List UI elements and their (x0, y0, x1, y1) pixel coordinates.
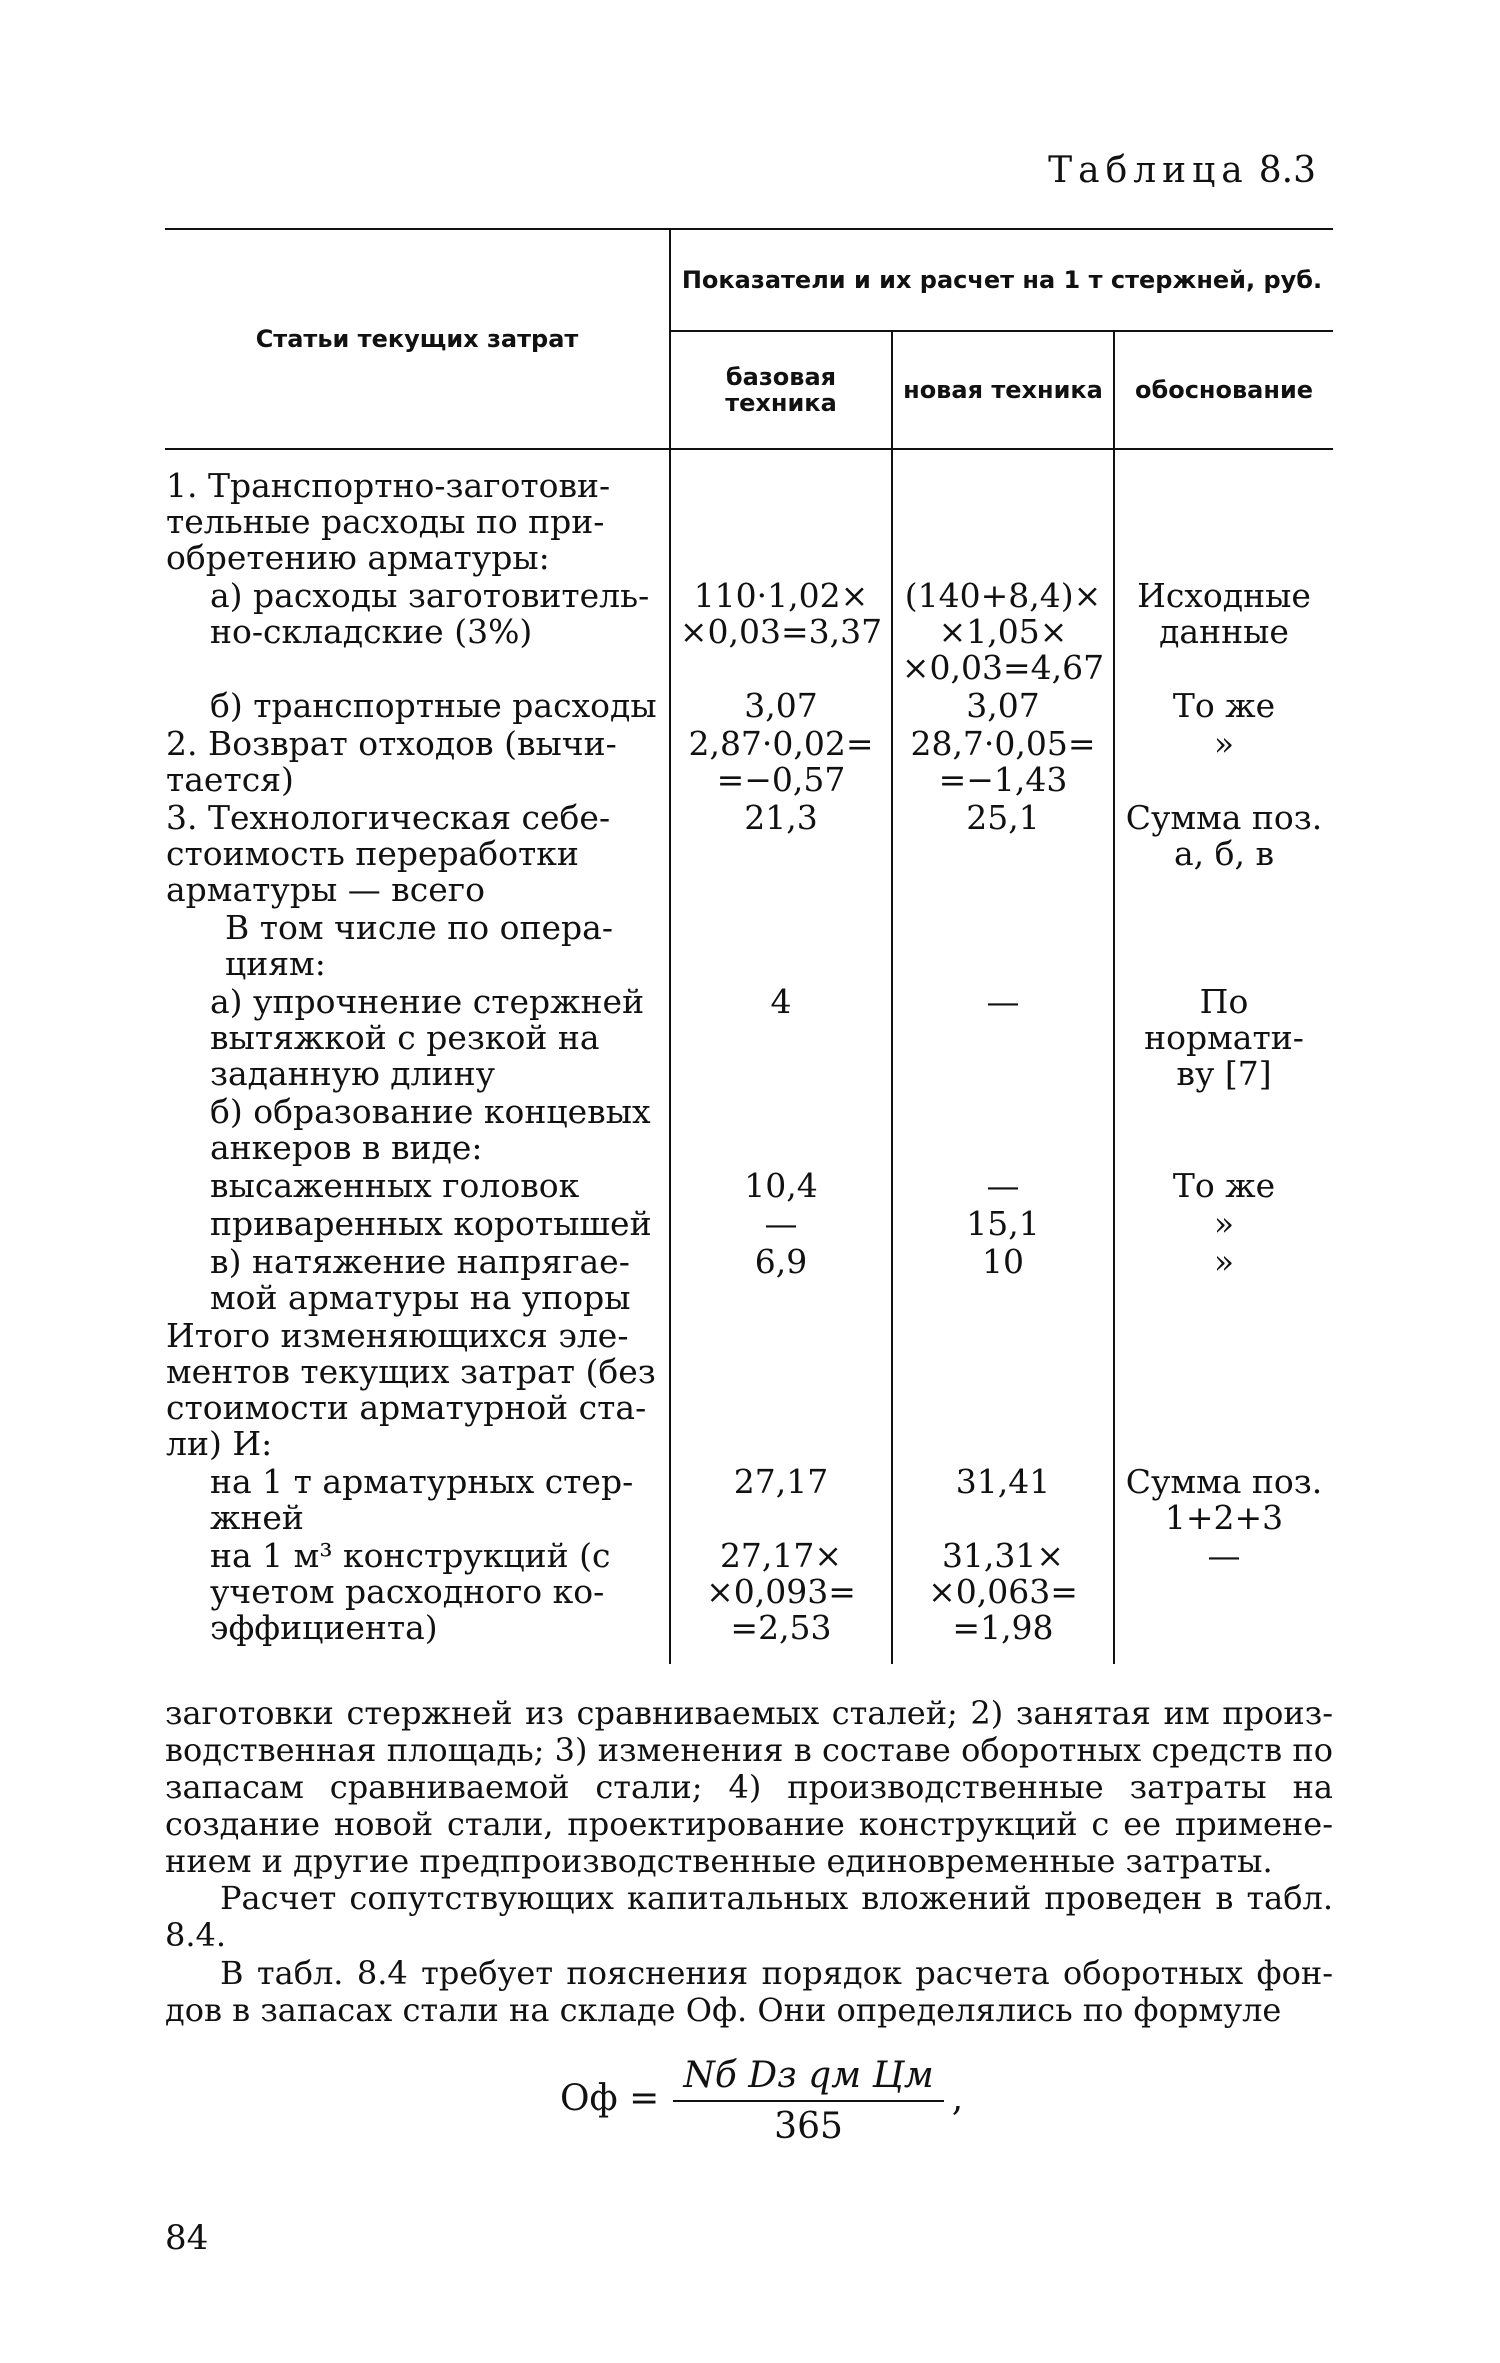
row-justification (1114, 1317, 1333, 1463)
header-cost-items: Статьи текущих затрат (165, 229, 670, 449)
table-row (165, 983, 1333, 1093)
row-label: В том числе по операциям: (225, 908, 613, 983)
table-row (165, 1167, 1333, 1205)
table-caption (1048, 150, 1316, 191)
page-number: 84 (165, 2218, 209, 2258)
row-label: на 1 т арматурных стержней (210, 1462, 634, 1537)
row-label: высаженных головок (210, 1166, 580, 1205)
paragraph-3: В табл. 8.4 требует пояснения порядок расчета оборотных фондов в запасах стали на складе Оф. Они определялись по формуле (165, 1954, 1333, 2029)
row-base-value: 110·1,02× ×0,03=3,37 (670, 577, 892, 687)
table-row (165, 687, 1333, 725)
table-row (165, 1537, 1333, 1664)
row-new-value: 10 (892, 1243, 1114, 1317)
row-justification: » (1114, 725, 1333, 799)
row-label: а) расходы заготовительно-складские (3%) (210, 576, 650, 651)
row-new-value: 3,07 (892, 687, 1114, 725)
row-justification (1114, 449, 1333, 577)
row-new-value: 31,31× ×0,063= =1,98 (892, 1537, 1114, 1664)
table-row (165, 577, 1333, 687)
row-justification: То же (1114, 1167, 1333, 1205)
row-label: 2. Возврат отходов (вычитается) (166, 724, 617, 799)
row-base-value (670, 1093, 892, 1167)
row-new-value: 28,7·0,05= =−1,43 (892, 725, 1114, 799)
header-base-tech: базовая техника (670, 331, 892, 449)
table-row (165, 1093, 1333, 1167)
table-caption-number: 8.3 (1258, 150, 1316, 191)
row-justification (1114, 1093, 1333, 1167)
row-justification: Сумма поз. а, б, в (1114, 799, 1333, 909)
formula-lhs: Оф = (560, 2078, 660, 2119)
table-row (165, 1243, 1333, 1317)
row-label: в) натяжение напрягаемой арматуры на упоры (210, 1242, 631, 1317)
row-justification: » (1114, 1243, 1333, 1317)
row-justification: По нормати- ву [7] (1114, 983, 1333, 1093)
row-new-value (892, 1317, 1114, 1463)
row-new-value (892, 449, 1114, 577)
row-base-value: 27,17× ×0,093= =2,53 (670, 1537, 892, 1664)
table-caption-word: Таблица (1048, 150, 1249, 191)
row-base-value (670, 1317, 892, 1463)
formula-numerator: Nб Dз qм Цм (673, 2055, 943, 2102)
row-label: 3. Технологическая себестоимость переработки арматуры — всего (166, 798, 611, 909)
row-label: а) упрочнение стержней вытяжкой с резкой на заданную длину (210, 982, 645, 1093)
row-base-value: 3,07 (670, 687, 892, 725)
row-base-value: — (670, 1205, 892, 1243)
row-new-value: (140+8,4)× ×1,05× ×0,03=4,67 (892, 577, 1114, 687)
row-new-value: 31,41 (892, 1463, 1114, 1537)
row-label: Итого изменяющихся элементов текущих затрат (без стоимости арматурной стали) И: (166, 1316, 656, 1463)
row-justification: То же (1114, 687, 1333, 725)
table-row (165, 1317, 1333, 1463)
row-new-value (892, 909, 1114, 983)
row-justification (1114, 909, 1333, 983)
row-base-value: 10,4 (670, 1167, 892, 1205)
row-base-value: 4 (670, 983, 892, 1093)
table-row (165, 909, 1333, 983)
formula-trail: , (951, 2078, 964, 2119)
table-body (165, 449, 1333, 1664)
paragraph-2: Расчет сопутствующих капитальных вложений проведен в табл. 8.4. (165, 1879, 1333, 1954)
row-base-value: 2,87·0,02= =−0,57 (670, 725, 892, 799)
formula (560, 2055, 963, 2147)
row-new-value: — (892, 983, 1114, 1093)
table-row (165, 449, 1333, 577)
table-row (165, 725, 1333, 799)
row-justification: » (1114, 1205, 1333, 1243)
row-label: на 1 м³ конструкций (с учетом расходного коэффициента) (210, 1536, 611, 1647)
cost-table (165, 228, 1333, 1664)
row-new-value: 15,1 (892, 1205, 1114, 1243)
row-label: 1. Транспортно-заготовительные расходы по приобретению арматуры: (166, 466, 611, 577)
row-label: б) транспортные расходы (210, 686, 657, 725)
table-row (165, 1205, 1333, 1243)
row-base-value: 6,9 (670, 1243, 892, 1317)
row-new-value: 25,1 (892, 799, 1114, 909)
row-justification: Сумма поз. 1+2+3 (1114, 1463, 1333, 1537)
table-row (165, 1463, 1333, 1537)
row-base-value (670, 449, 892, 577)
row-base-value: 27,17 (670, 1463, 892, 1537)
row-label: б) образование концевых анкеров в виде: (210, 1092, 651, 1167)
table-row (165, 799, 1333, 909)
paragraph-1: заготовки стержней из сравниваемых сталей; 2) занятая им производственная площадь; 3) изменения в составе оборотных средств по запасам сравниваемой стали; 4) производственные затраты на создание новой стали, проектирование конструкций с ее применением и другие предпроизводственные единовременные затраты. (165, 1694, 1333, 1880)
row-label: приваренных коротышей (210, 1204, 652, 1243)
row-justification: Исходные данные (1114, 577, 1333, 687)
formula-denominator: 365 (774, 2106, 843, 2147)
row-justification: — (1114, 1537, 1333, 1664)
row-base-value: 21,3 (670, 799, 892, 909)
formula-fraction (673, 2055, 943, 2147)
header-new-tech: новая техника (892, 331, 1114, 449)
row-new-value (892, 1093, 1114, 1167)
row-base-value (670, 909, 892, 983)
row-new-value: — (892, 1167, 1114, 1205)
header-indicators: Показатели и их расчет на 1 т стержней, руб. (670, 229, 1333, 331)
header-justification: обоснование (1114, 331, 1333, 449)
